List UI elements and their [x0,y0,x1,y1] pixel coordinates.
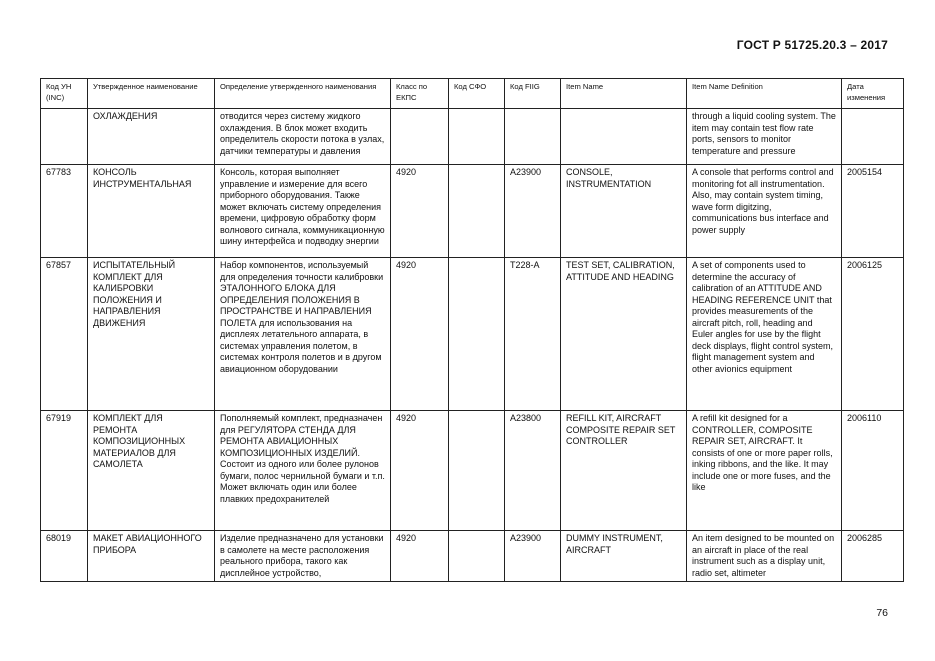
table-row [41,531,904,582]
cell-item-name: DUMMY INSTRUMENT, AIRCRAFT [561,531,687,582]
cell-definition: Набор компонентов, используемый для определения точности калибровки ЭТАЛОННОГО БЛОКА ДЛЯ ОПРЕДЕЛЕНИЯ ПОЛОЖЕНИЯ В ПРОСТРАНСТВЕ И НАПРАВЛЕНИЯ ПОЛЕТА для использования на дисплеях летательного аппарата, в системах управления полетом, в системах контроля полетов и в другом авиационном оборудовании [215,258,391,411]
cell-code: 68019 [41,531,88,582]
cell-item-definition: A set of components used to determine the accuracy of calibration of an ATTITUDE AND HEADING REFERENCE UNIT that provides measurements of the aircraft pitch, roll, heading and Euler angles for use by the flight deck displays, flight control system, flight management system and other avionics equipment [687,258,842,411]
header-approved-name: Утвержденное наименование [88,79,215,109]
table-row [41,411,904,531]
table-header-row [41,79,904,109]
cell-item-name: REFILL KIT, AIRCRAFT COMPOSITE REPAIR SET CONTROLLER [561,411,687,531]
header-fiig-code: Код FIIG [505,79,561,109]
cell-fiig-code: A23900 [505,165,561,258]
cell-item-name: TEST SET, CALIBRATION, ATTITUDE AND HEADING [561,258,687,411]
cell-approved-name: ИСПЫТАТЕЛЬНЫЙ КОМПЛЕКТ ДЛЯ КАЛИБРОВКИ ПОЛОЖЕНИЯ И НАПРАВЛЕНИЯ ДВИЖЕНИЯ [88,258,215,411]
cell-approved-name: КОНСОЛЬ ИНСТРУМЕНТАЛЬНАЯ [88,165,215,258]
cell-approved-name: КОМПЛЕКТ ДЛЯ РЕМОНТА КОМПОЗИЦИОННЫХ МАТЕРИАЛОВ ДЛЯ САМОЛЕТА [88,411,215,531]
cell-code [41,109,88,165]
header-item-name: Item Name [561,79,687,109]
table-row [41,165,904,258]
document-header: ГОСТ Р 51725.20.3 – 2017 [736,38,888,52]
cell-code: 67857 [41,258,88,411]
cell-change-date [842,109,904,165]
cell-approved-name: МАКЕТ АВИАЦИОННОГО ПРИБОРА [88,531,215,582]
cell-definition: Консоль, которая выполняет управление и измерение для всего приборного оборудования. Также может включать систему определения времени, цифровую обработку форм волнового сигнала, коммуникационную шину интерфейса и подводку энергии [215,165,391,258]
cell-fiig-code: T228-A [505,258,561,411]
cell-definition: отводится через систему жидкого охлаждения. В блок может входить определитель скорости потока в узлах, датчики температуры и давления [215,109,391,165]
cell-item-name [561,109,687,165]
page-number: 76 [876,607,888,619]
cell-change-date: 2006285 [842,531,904,582]
cell-ekps-class [391,109,449,165]
cell-change-date: 2006125 [842,258,904,411]
header-definition: Определение утвержденного наименования [215,79,391,109]
cell-ekps-class: 4920 [391,258,449,411]
header-ekps-class: Класс по ЕКПС [391,79,449,109]
cell-definition: Изделие предназначено для установки в самолете на месте расположения реального прибора, такого как дисплейное устройство, [215,531,391,582]
header-code: Код УН (INC) [41,79,88,109]
header-item-definition: Item Name Definition [687,79,842,109]
cell-item-definition: A console that performs control and monitoring fot all instrumentation. Also, may contain system timing, wave form digitzing, communications bus interface and power supply [687,165,842,258]
cell-sfo-code [449,411,505,531]
cell-code: 67783 [41,165,88,258]
cell-ekps-class: 4920 [391,411,449,531]
catalog-table [40,78,904,582]
cell-item-name: CONSOLE, INSTRUMENTATION [561,165,687,258]
cell-change-date: 2006110 [842,411,904,531]
cell-item-definition: An item designed to be mounted on an aircraft in place of the real instrument such as a display unit, radio set, altimeter [687,531,842,582]
header-change-date: Дата изменения [842,79,904,109]
cell-fiig-code: A23900 [505,531,561,582]
table-row [41,109,904,165]
cell-item-definition: through a liquid cooling system. The item may contain test flow rate ports, sensors to monitor temperature and pressure [687,109,842,165]
header-sfo-code: Код СФО [449,79,505,109]
cell-approved-name: ОХЛАЖДЕНИЯ [88,109,215,165]
cell-sfo-code [449,109,505,165]
cell-item-definition: A refill kit designed for a CONTROLLER, COMPOSITE REPAIR SET, AIRCRAFT. It consists of one or more paper rolls, inking ribbons, and the like. It may include one or more fuses, and the like [687,411,842,531]
cell-code: 67919 [41,411,88,531]
cell-sfo-code [449,531,505,582]
cell-fiig-code [505,109,561,165]
cell-ekps-class: 4920 [391,165,449,258]
cell-definition: Пополняемый комплект, предназначен для РЕГУЛЯТОРА СТЕНДА ДЛЯ РЕМОНТА АВИАЦИОННЫХ КОМПОЗИЦИОННЫХ ИЗДЕЛИЙ. Состоит из одного или более рулонов бумаги, полос чернильной бумаги и т.п. Может включать один или более плавких предохранителей [215,411,391,531]
table-row [41,258,904,411]
cell-sfo-code [449,165,505,258]
cell-fiig-code: A23800 [505,411,561,531]
cell-change-date: 2005154 [842,165,904,258]
cell-sfo-code [449,258,505,411]
cell-ekps-class: 4920 [391,531,449,582]
